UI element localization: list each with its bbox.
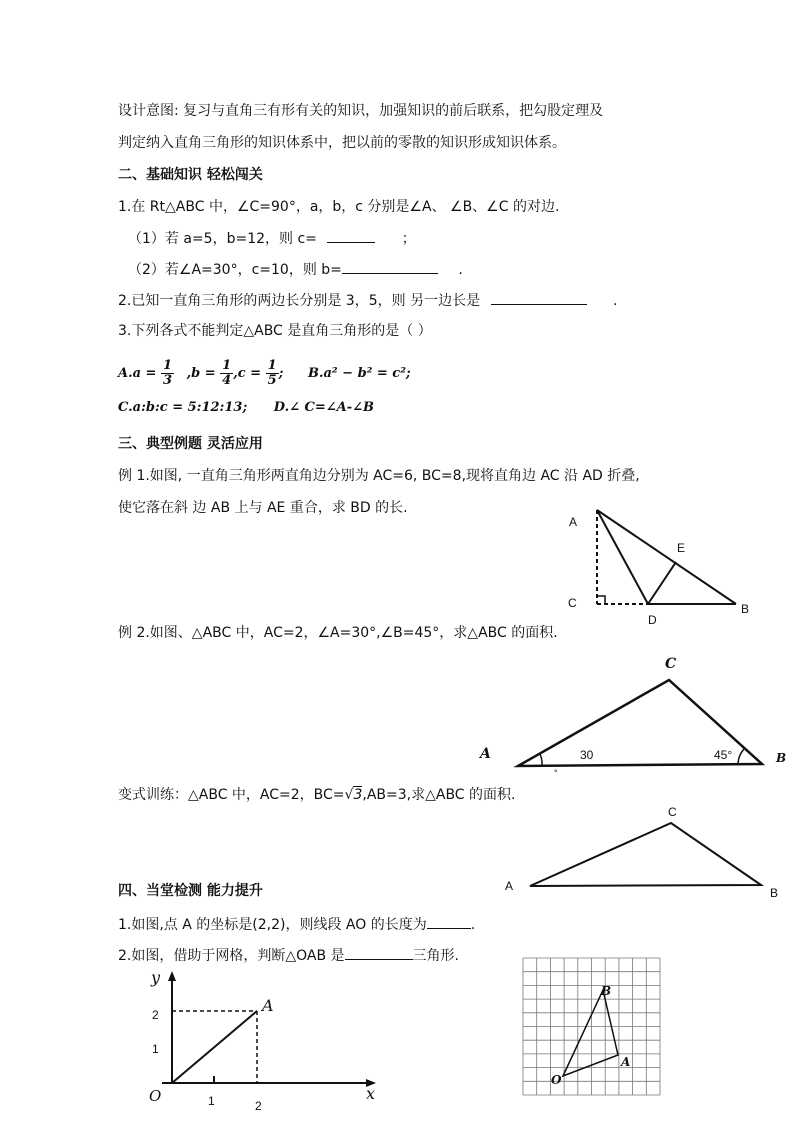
section2-heading: 二、基础知识 轻松闯关 xyxy=(118,167,263,183)
label-a: A xyxy=(480,746,491,762)
fold-line-ad xyxy=(597,510,648,604)
label-a: A xyxy=(569,515,578,529)
hypotenuse-ab xyxy=(597,510,736,604)
design-intent-line-2: 判定纳入直角三角形的知识体系中，把以前的零散的知识形成知识体系。 xyxy=(118,135,566,151)
triangle-abc xyxy=(530,823,761,886)
section4-heading: 四、当堂检测 能力提升 xyxy=(118,883,263,899)
label-c: C xyxy=(665,656,677,672)
x-tick-1: 1 xyxy=(208,1094,215,1108)
segment-de xyxy=(648,562,676,604)
label-a: A xyxy=(262,996,274,1015)
label-e: E xyxy=(677,541,686,555)
fraction: $\frac{1}{4}$ xyxy=(222,358,232,388)
check-question-2: 2.如图，借助于网格，判断△OAB 是 三角形. xyxy=(118,945,459,966)
question-1a: （1）若 a=5，b=12，则 c= ； xyxy=(128,228,416,249)
question-2: 2.已知一直角三角形的两边长分别是 3，5，则 另一边长是 . xyxy=(118,290,617,311)
angle-a-value: 30 xyxy=(580,748,594,762)
angle-b-value: 45° xyxy=(714,748,733,762)
question-1b: （2）若∠A=30°，c=10，则 b= . xyxy=(128,259,463,280)
sqrt-symbol: √ xyxy=(344,787,354,803)
label-o: O xyxy=(551,1073,562,1087)
angle-a-degree: ° xyxy=(554,768,558,778)
fraction: $\frac{1}{3}$ xyxy=(163,358,173,388)
figure-grid-triangle xyxy=(520,955,670,1105)
label-b: B xyxy=(770,886,779,900)
question-3: 3.下列各式不能判定△ABC 是直角三角形的是（ ） xyxy=(118,323,432,339)
answer-blank xyxy=(327,228,375,243)
label-b: B xyxy=(601,984,612,998)
option-c-d: C.a:b:c = 5:12:13; D.∠ C=∠A-∠B xyxy=(118,400,375,415)
example-2: 例 2.如图、△ABC 中，AC=2，∠A=30°,∠B=45°，求△ABC 的面积. xyxy=(118,625,558,641)
design-intent-line-1: 设计意图: 复习与直角三有形有关的知识，加强知识的前后联系，把勾股定理及 xyxy=(118,103,604,119)
label-d: D xyxy=(648,613,657,627)
label-b: B xyxy=(776,751,787,765)
figure-triangle-30-45 xyxy=(470,650,790,780)
label-a: A xyxy=(621,1055,631,1069)
figure-variant-triangle xyxy=(500,800,790,900)
angle-a-arc xyxy=(540,754,542,765)
angle-b-arc xyxy=(738,749,744,764)
label-c: C xyxy=(568,596,577,610)
label-y: y xyxy=(151,968,161,987)
y-tick-1: 1 xyxy=(152,1042,159,1056)
answer-blank xyxy=(427,914,471,929)
figure-fold-triangle xyxy=(560,500,760,630)
triangle-oab xyxy=(563,990,618,1076)
label-o: O xyxy=(149,1087,162,1105)
section3-heading: 三、典型例题 灵活应用 xyxy=(118,436,263,452)
answer-blank xyxy=(491,290,587,305)
label-a: A xyxy=(505,879,514,893)
label-c: C xyxy=(668,805,677,819)
option-a-b: A.a = $\frac{1}{3}$ ,b = $\frac{1}{4}$ ,c = $\frac{1}{5}$ ; B.a² − b² = c²; xyxy=(118,358,411,388)
segment-ao xyxy=(172,1011,257,1083)
variant-training: 变式训练：△ABC 中，AC=2，BC=√3,AB=3,求△ABC 的面积. xyxy=(118,787,516,803)
y-tick-2: 2 xyxy=(152,1008,159,1022)
figure-coordinate-axes xyxy=(140,965,390,1115)
example-1-line-2: 使它落在斜 边 AB 上与 AE 重合，求 BD 的长. xyxy=(118,500,408,516)
fraction: $\frac{1}{5}$ xyxy=(267,358,277,388)
right-angle-mark xyxy=(597,596,605,604)
y-arrow xyxy=(168,971,176,981)
question-1: 1.在 Rt△ABC 中，∠C=90°，a，b，c 分别是∠A、 ∠B、∠C 的对边. xyxy=(118,199,560,215)
answer-blank xyxy=(345,945,413,960)
label-b: B xyxy=(741,602,750,616)
check-question-1: 1.如图,点 A 的坐标是(2,2)，则线段 AO 的长度为 . xyxy=(118,914,475,935)
label-x: x xyxy=(366,1084,376,1103)
answer-blank xyxy=(342,259,438,274)
example-1-line-1: 例 1.如图, 一直角三角形两直角边分别为 AC=6, BC=8,现将直角边 AC 沿 AD 折叠, xyxy=(118,468,640,484)
x-tick-2: 2 xyxy=(255,1099,262,1113)
grid xyxy=(523,958,660,1095)
